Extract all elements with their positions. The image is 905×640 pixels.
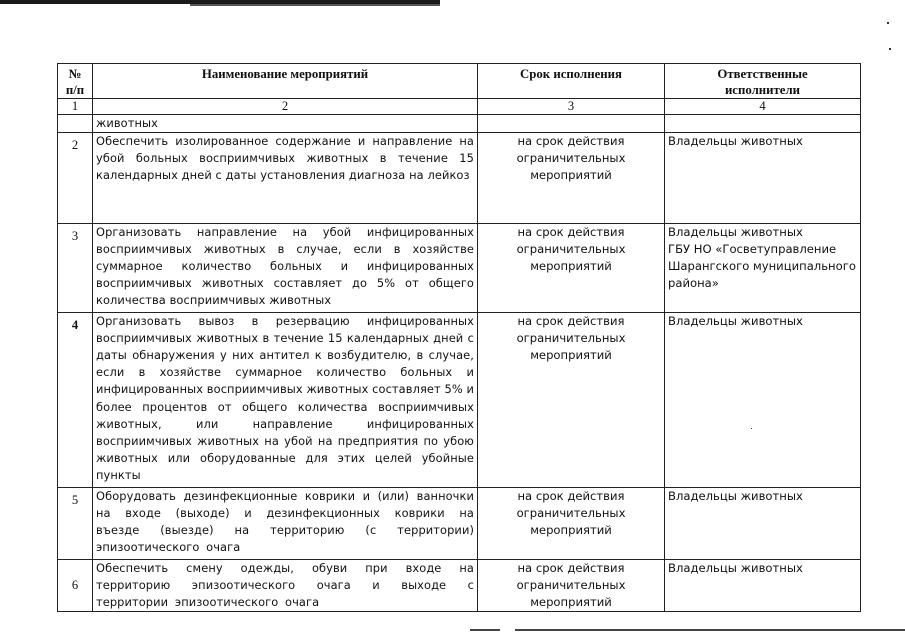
table-row bbox=[58, 560, 861, 612]
header-num: № п/п bbox=[58, 64, 93, 99]
responsible-line: Владельцы животных bbox=[668, 489, 803, 504]
responsible-line: ГБУ НО «Госветуправление Шарангского муниципального района» bbox=[668, 242, 856, 291]
table-header-row bbox=[58, 64, 861, 99]
responsible-cell bbox=[665, 224, 861, 313]
deadline-cell: на срок действия ограничительных мероприятий bbox=[478, 313, 665, 488]
scan-artifact-line bbox=[515, 629, 905, 631]
responsible-line: Владельцы животных bbox=[668, 314, 803, 329]
row-num-cell: 5 bbox=[58, 488, 93, 560]
row-num-cell: 6 bbox=[58, 560, 93, 612]
responsible-line: Владельцы животных bbox=[668, 134, 803, 149]
table-row bbox=[58, 224, 861, 313]
column-number: 2 bbox=[93, 99, 478, 115]
responsible-line: Владельцы животных bbox=[668, 561, 803, 576]
table-row bbox=[58, 488, 861, 560]
activity-cell: Обеспечить смену одежды, обуви при входе на территорию эпизоотического очага и выходе с территории эпизоотического очага bbox=[93, 560, 478, 612]
column-number: 1 bbox=[58, 99, 93, 115]
deadline-cell: на срок действия ограничительных мероприятий bbox=[478, 560, 665, 612]
measures-table bbox=[57, 63, 861, 612]
row-num-cell: 3 bbox=[58, 224, 93, 313]
scan-artifact-line bbox=[470, 629, 500, 631]
activity-cell: Организовать вывоз в резервацию инфицированных восприимчивых животных в течение 15 календарных дней с даты обнаружения у них антител к возбудителю, в случае, если в хозяйстве суммарное количество больных и инфицированных восприимчивых животных составляет 5% и более процентов от общего количества восприимчивых животных, или направление инфицированных восприимчивых животных на убой на предприятия по убою животных или оборудованные для этих целей убойные пункты bbox=[93, 313, 478, 488]
responsible-cell bbox=[665, 115, 861, 133]
table-row-continuation bbox=[58, 115, 861, 133]
activity-cell: животных bbox=[93, 115, 478, 133]
column-number: 3 bbox=[478, 99, 665, 115]
activity-cell: Обеспечить изолированное содержание и направление на убой больных восприимчивых животных в течение 15 календарных дней с даты установления диагноза на лейкоз bbox=[93, 133, 478, 224]
deadline-cell bbox=[478, 115, 665, 133]
scan-speck bbox=[887, 22, 889, 24]
scan-speck bbox=[889, 48, 891, 50]
responsible-cell bbox=[665, 133, 861, 224]
activity-cell: Организовать направление на убой инфицированных восприимчивых животных в случае, если в хозяйстве суммарное количество больных и инфицированных восприимчивых животных составляет до 5% от общего количества восприимчивых животных bbox=[93, 224, 478, 313]
header-deadline: Срок исполнения bbox=[478, 64, 665, 99]
column-number-row bbox=[58, 99, 861, 115]
deadline-cell: на срок действия ограничительных мероприятий bbox=[478, 133, 665, 224]
deadline-cell: на срок действия ограничительных мероприятий bbox=[478, 224, 665, 313]
responsible-cell bbox=[665, 313, 861, 488]
row-num-cell: 2 bbox=[58, 133, 93, 224]
header-responsible: Ответственные исполнители bbox=[665, 64, 861, 99]
row-num-cell bbox=[58, 115, 93, 133]
table-row bbox=[58, 133, 861, 224]
activity-cell: Оборудовать дезинфекционные коврики и (или) ванночки на входе (выходе) и дезинфекционных коврики на въезде (выезде) на территорию (с территории) эпизоотического очага bbox=[93, 488, 478, 560]
row-num-cell: 4 bbox=[58, 313, 93, 488]
header-activity: Наименование мероприятий bbox=[93, 64, 478, 99]
responsible-line: Владельцы животных bbox=[668, 225, 803, 240]
column-number: 4 bbox=[665, 99, 861, 115]
scan-artifact-bar bbox=[190, 4, 440, 6]
responsible-cell bbox=[665, 560, 861, 612]
table-row bbox=[58, 313, 861, 488]
responsible-cell bbox=[665, 488, 861, 560]
deadline-cell: на срок действия ограничительных мероприятий bbox=[478, 488, 665, 560]
